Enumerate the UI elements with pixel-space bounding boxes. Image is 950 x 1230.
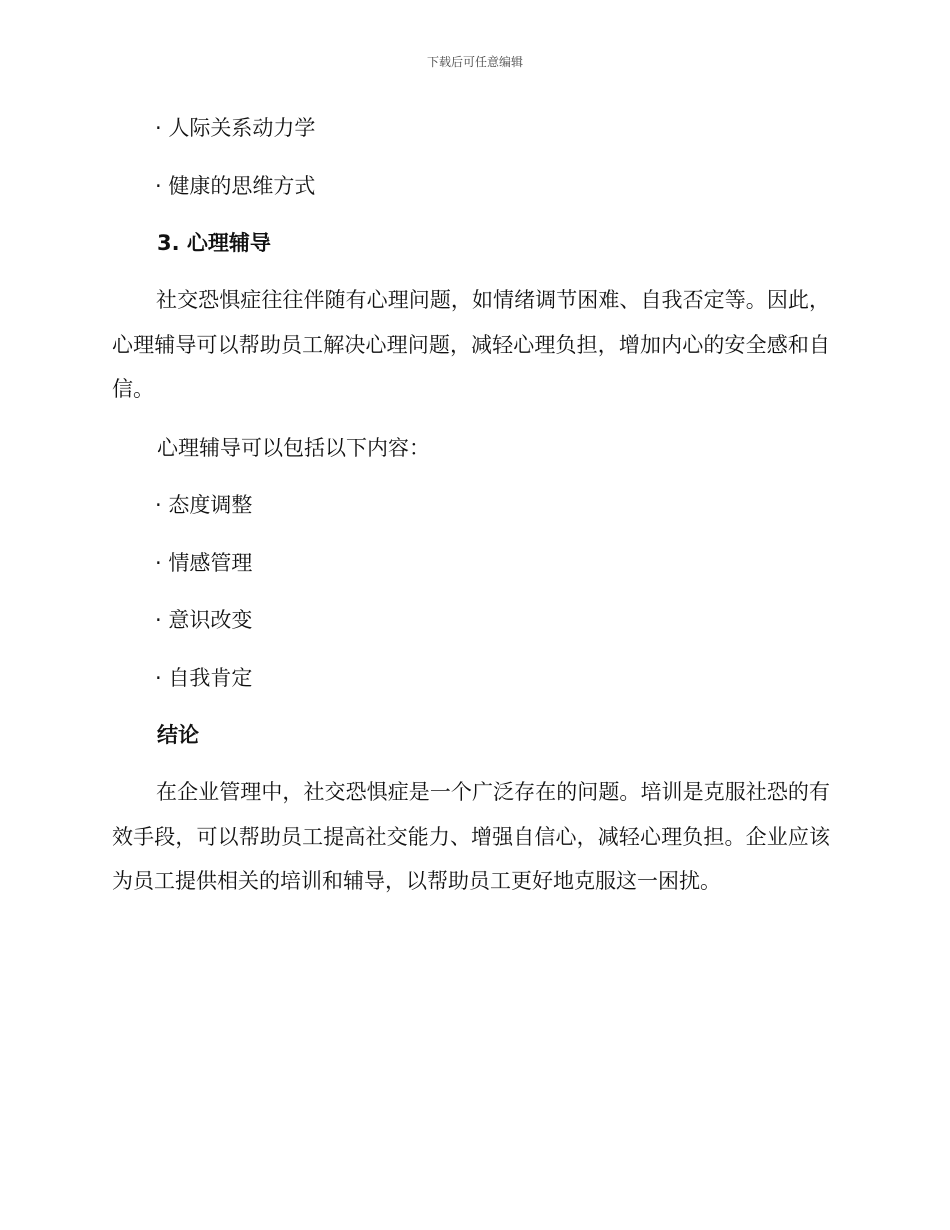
paragraph: 在企业管理中，社交恐惧症是一个广泛存在的问题。培训是克服社恐的有效手段，可以帮助员工提高社交能力、增强自信心，减轻心理负担。企业应该为员工提供相关的培训和辅导，以帮助员工更好地克服这一困扰。 (112, 780, 830, 893)
paragraph: 社交恐惧症往往伴随有心理问题，如情绪调节困难、自我否定等。因此，心理辅导可以帮助员工解决心理问题，减轻心理负担，增加内心的安全感和自信。 (112, 288, 830, 401)
list-item: · 健康的思维方式 (155, 174, 316, 198)
list-item: · 意识改变 (155, 608, 253, 632)
conclusion-heading: 结论 (157, 723, 199, 747)
list-item: · 态度调整 (155, 493, 253, 517)
list-item: · 情感管理 (155, 551, 253, 575)
section-heading: 3. 心理辅导 (157, 231, 271, 255)
list-item: · 自我肯定 (155, 666, 253, 690)
list-intro: 心理辅导可以包括以下内容： (157, 436, 430, 460)
page-header: 下载后可任意编辑 (426, 55, 523, 69)
list-item: · 人际关系动力学 (155, 116, 316, 140)
